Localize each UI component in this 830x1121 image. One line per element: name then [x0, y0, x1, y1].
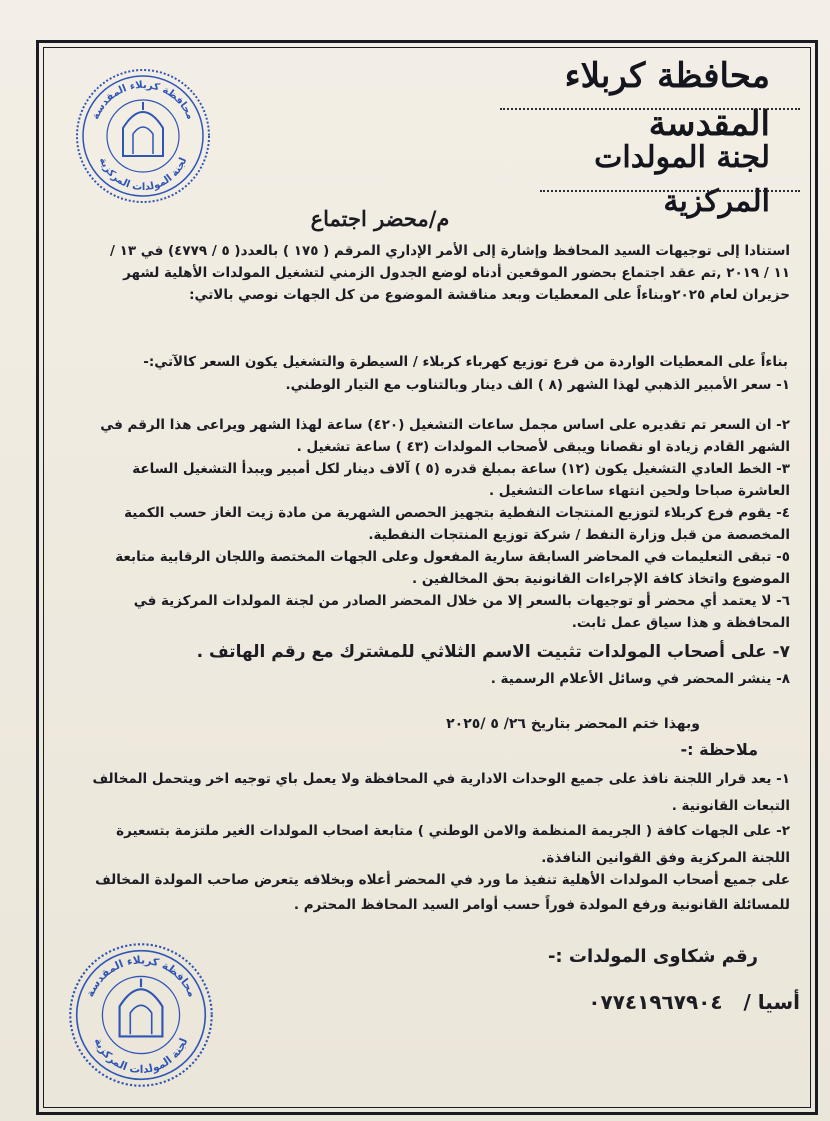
document-title: م/محضر اجتماع: [310, 206, 450, 231]
list-item: ١- سعر الأمبير الذهبي لهذا الشهر (٨ ) الف دينار وبالتناوب مع التيار الوطني.: [285, 377, 790, 393]
committee-header: لجنة المولدات المركزية: [594, 140, 770, 219]
note-item: ٢- على الجهات كافة ( الجريمة المنظمة والامن الوطني ) متابعة اصحاب المولدات الغير ملتزمة بتسعيرة اللجنة المركزية وفق القوانين النافذة.: [116, 823, 790, 866]
complaints-phone: [480, 990, 800, 1014]
list-item-emphasis: ٧- على أصحاب المولدات تثبيت الاسم الثلاثي للمشترك مع رقم الهاتف .: [196, 642, 790, 662]
final-paragraph: على جميع أصحاب المولدات الأهلية تنفيذ ما ورد في المحضر أعلاه وبخلافه يتعرض صاحب المولدة المخالف للمسائلة القانونية ورفع المولدة فوراً حسب أوامر السيد المحافظ المحترم .: [95, 872, 790, 913]
svg-text:لجنة المولدات المركزية: [97, 156, 190, 193]
intro-paragraph: استنادا إلى توجيهات السيد المحافظ وإشارة إلى الأمر الإداري المرقم ( ١٧٥ ) بالعدد( ٥ / ٤٧٧٩) في ١٣ / ١١ / ٢٠١٩ ,تم عقد اجتماع بحضور الموقعين أدناه لوضع الجدول الزمني لتشغيل المولدات الأهلية لشهر حزيران لعام ٢٠٢٥وبناءاً على المعطيات وبعد مناقشة الموضوع من كل الجهات نوصي بالاتي:: [109, 243, 790, 303]
committee-seal-top: [73, 66, 213, 206]
list-item: ٤- يقوم فرع كربلاء لتوزيع المنتجات النفطية بتجهيز الحصص الشهرية من مادة زيت الغاز حسب الكمية المخصصة من قبل وزارة النفط / شركة توزيع المنتجات النفطية.: [124, 505, 790, 543]
list-item: ٦- لا يعتمد أي محضر أو توجيهات بالسعر إلا من خلال المحضر الصادر من لجنة المولدات المركزية في المحافظة و هذا سياق عمل ثابت.: [133, 593, 790, 631]
seal-bottom-text: لجنة المولدات المركزية: [91, 1035, 191, 1077]
closing-date-line: وبهذا ختم المحضر بتاريخ ٢٦/ ٥ /٢٠٢٥: [446, 716, 700, 732]
list-item: ٥- تبقى التعليمات في المحاضر السابقة سارية المفعول وعلى الجهات المختصة واللجان الرقابية متابعة الموضوع واتخاذ كافة الإجراءات القانونية بحق المخالفين .: [115, 549, 790, 587]
seal-bottom-text: لجنة المولدات المركزية: [96, 156, 190, 194]
list-item: ٣- الخط العادي التشغيل يكون (١٢) ساعة بمبلغ قدره (٥ ) آلاف دينار لكل أمبير ويبدأ التشغيل الساعة العاشرة صباحا ولحين انتهاء ساعات التشغيل .: [132, 461, 790, 499]
seal-top-text: محافظة كربلاء المقدسة: [83, 953, 199, 999]
committee-seal-bottom: [66, 940, 216, 1090]
phone-number: ٠٧٧٤١٩٦٧٩٠٤: [588, 990, 723, 1014]
complaints-heading: رقم شكاوى المولدات :-: [547, 946, 758, 967]
note-heading: ملاحظة :-: [680, 740, 758, 759]
list-item: ٢- ان السعر تم تقديره على اساس مجمل ساعات التشغيل (٤٢٠) ساعة لهذا الشهر ويراعى هذا الرقم في الشهر القادم زيادة او نقصانا ويبقى لأصحاب المولدات (٤٣ ) ساعة تشغيل .: [100, 417, 790, 455]
carrier-label: أسيا /: [743, 990, 800, 1014]
lead-paragraph: بناءاً على المعطيات الواردة من فرع توزيع كهرباء كربلاء / السيطرة والتشغيل يكون السعر كالآتي:-: [143, 354, 788, 370]
header-ornament: [500, 98, 800, 110]
governorate-header: محافظة كربلاء المقدسة: [564, 56, 770, 144]
note-item: ١- يعد قرار اللجنة نافذ على جميع الوحدات الادارية في المحافظة ولا يعمل باي توجيه اخر ويتحمل المخالف التبعات القانونية .: [92, 771, 790, 814]
header-ornament: [540, 180, 800, 192]
list-item: ٨- ينشر المحضر في وسائل الأعلام الرسمية .: [490, 671, 790, 687]
seal-top-text: محافظة كربلاء المقدسة: [90, 79, 196, 122]
